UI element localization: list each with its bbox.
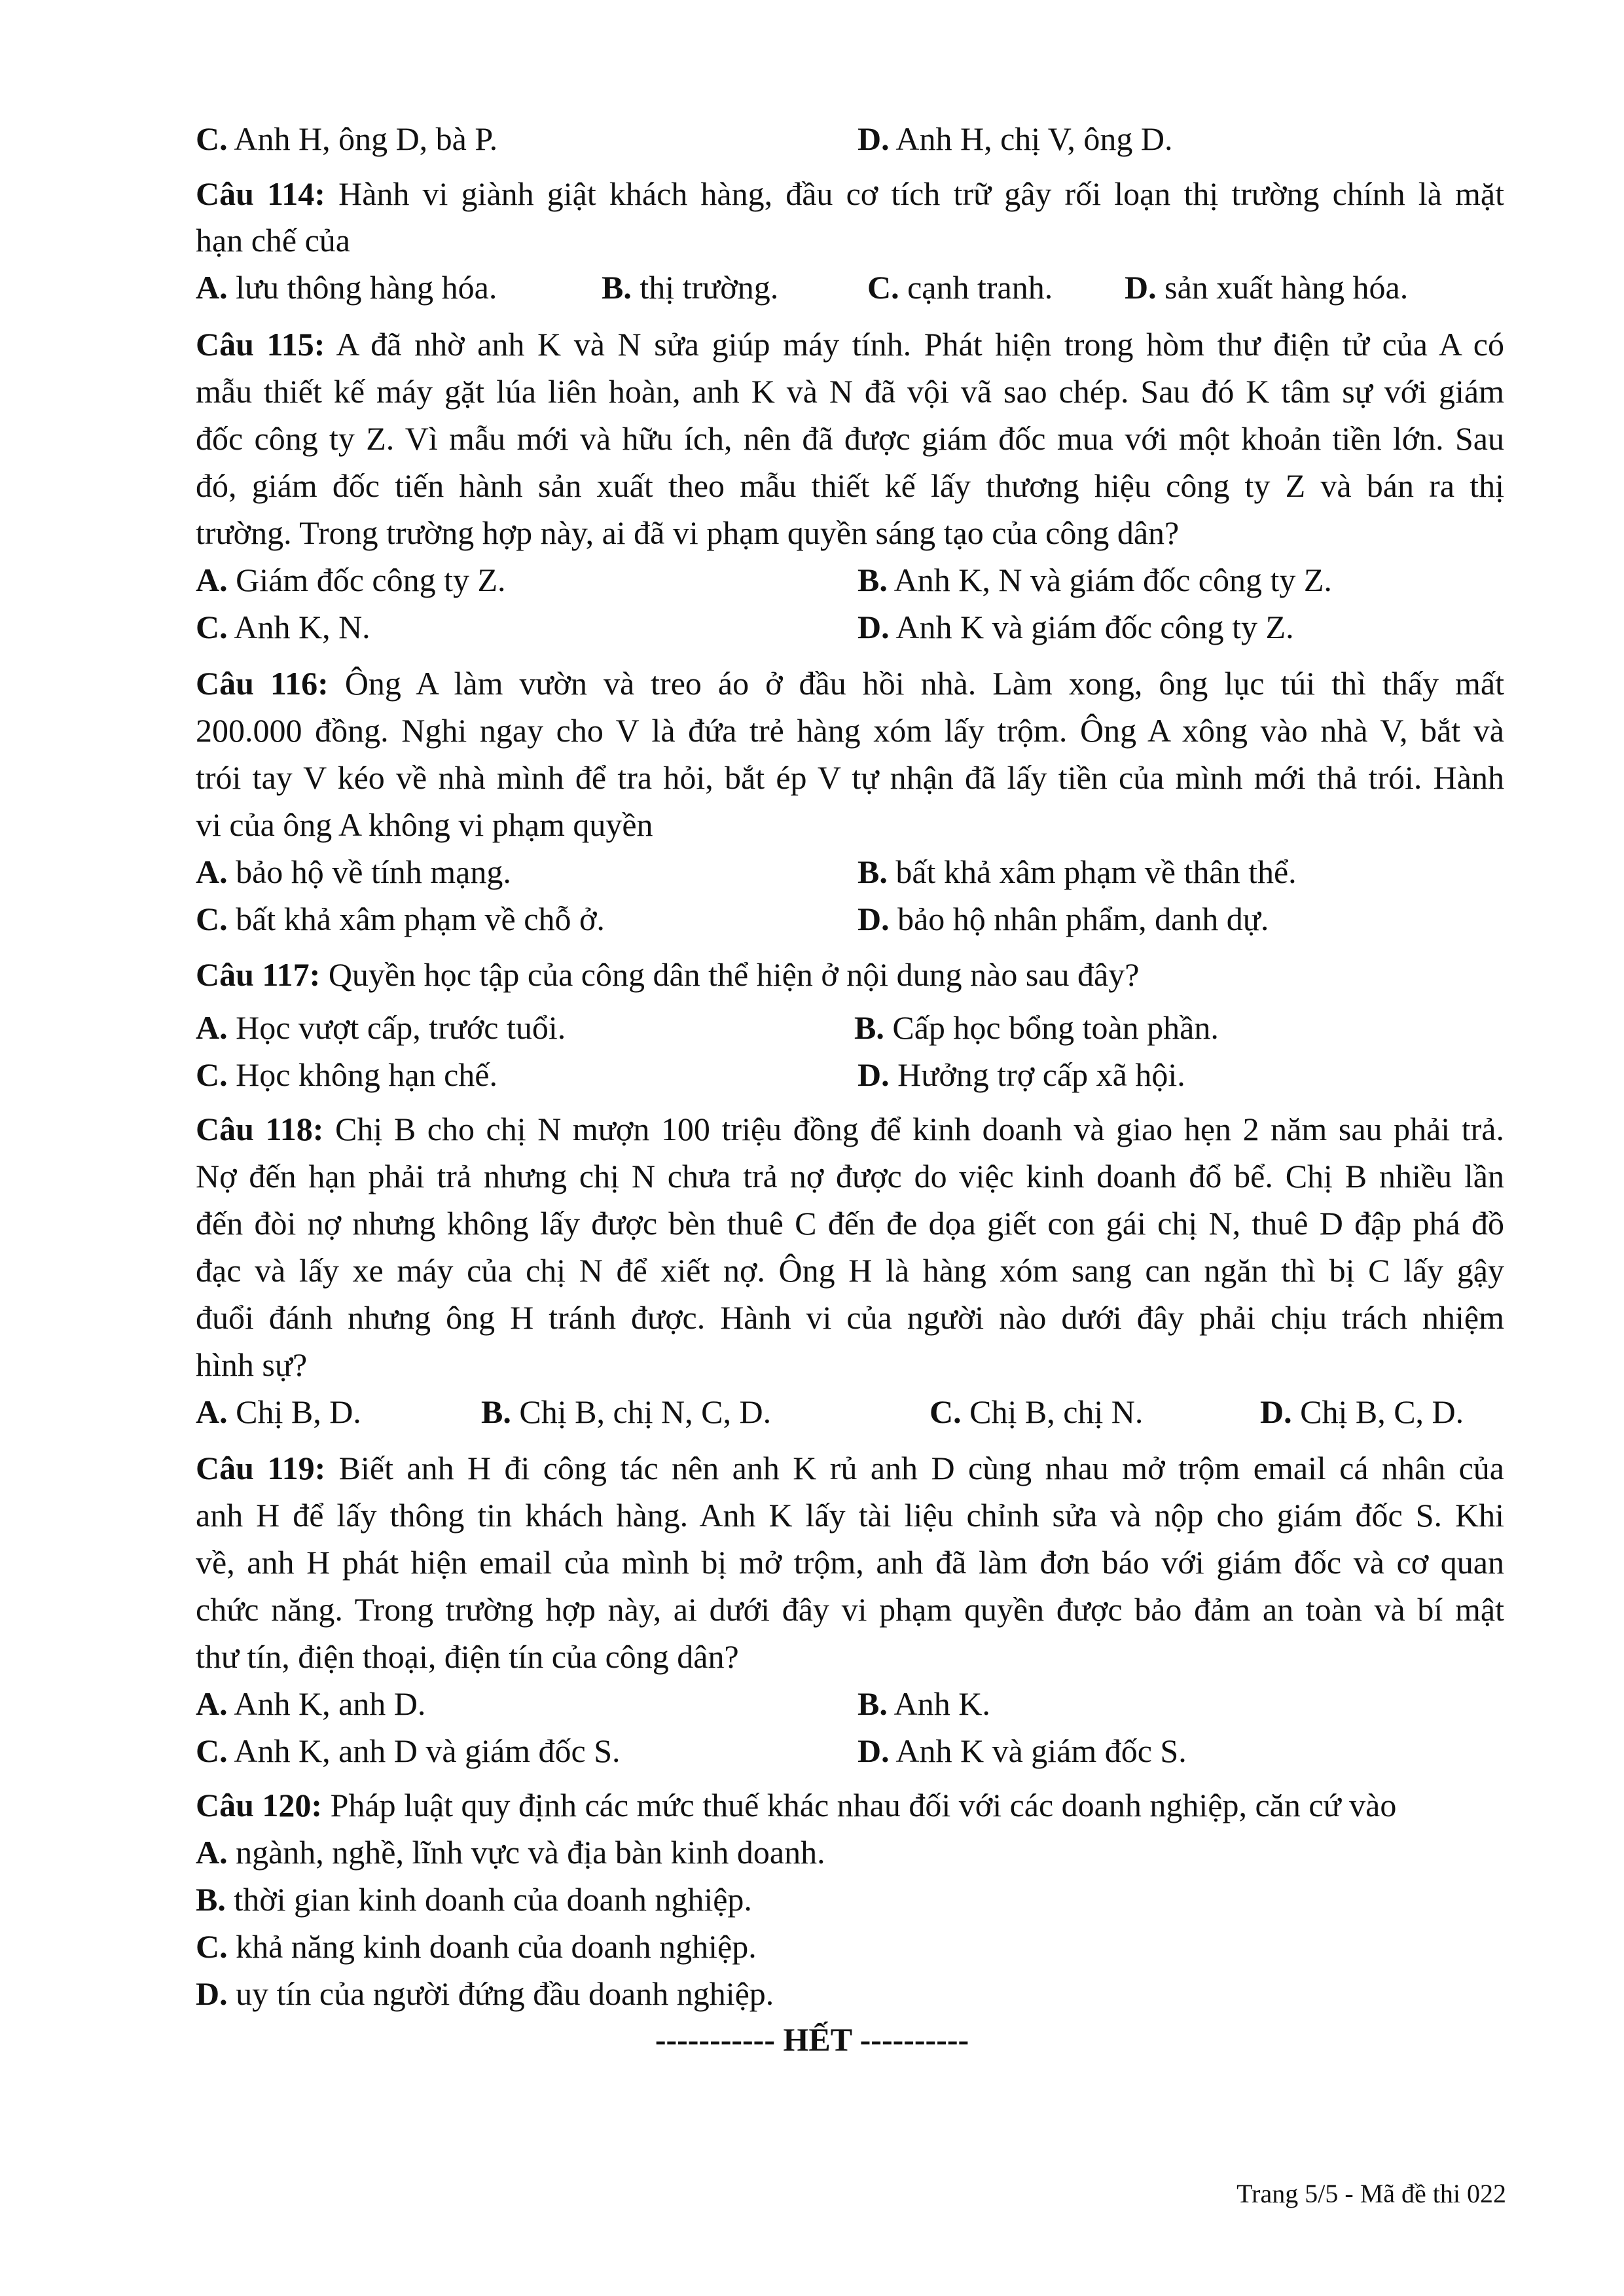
- q119-stem-cont-1: anh H để lấy thông tin khách hàng. Anh K lấy tài liệu chỉnh sửa và nộp cho giám đốc S. Khi: [196, 1497, 1504, 1534]
- q117-option-b: B. Cấp học bổng toàn phần.: [854, 1009, 1219, 1046]
- page-footer: Trang 5/5 - Mã đề thi 022: [1236, 2179, 1506, 2208]
- q120-option-a: A. ngành, nghề, lĩnh vực và địa bàn kinh doanh.: [196, 1834, 825, 1871]
- q116-option-d: D. bảo hộ nhân phẩm, danh dự.: [857, 901, 1269, 937]
- q118-stem-cont-2: đến đòi nợ nhưng không lấy được bèn thuê C đến đe dọa giết con gái chị N, thuê D đập phá đồ: [196, 1205, 1504, 1242]
- q114-option-d: D. sản xuất hàng hóa.: [1125, 269, 1409, 306]
- q115-option-c: C. Anh K, N.: [196, 609, 370, 645]
- q114-option-a: A. lưu thông hàng hóa.: [196, 269, 497, 306]
- q119-stem-cont-2: về, anh H phát hiện email của mình bị mở trộm, anh đã làm đơn báo với giám đốc và cơ quan: [196, 1544, 1504, 1581]
- q118-stem: Câu 118: Chị B cho chị N mượn 100 triệu đồng để kinh doanh và giao hẹn 2 năm sau phải trả.: [196, 1111, 1504, 1147]
- q120-stem: Câu 120: Pháp luật quy định các mức thuế khác nhau đối với các doanh nghiệp, căn cứ vào: [196, 1787, 1397, 1823]
- q116-option-a: A. bảo hộ về tính mạng.: [196, 853, 511, 890]
- q118-stem-cont-1: Nợ đến hạn phải trả nhưng chị N chưa trả nợ được do việc kinh doanh đổ bể. Chị B nhiều lần: [196, 1158, 1504, 1194]
- q116-option-c: C. bất khả xâm phạm về chỗ ở.: [196, 901, 605, 937]
- q119-option-b: B. Anh K.: [857, 1685, 990, 1722]
- q117-stem: Câu 117: Quyền học tập của công dân thể hiện ở nội dung nào sau đây?: [196, 956, 1140, 993]
- q114-stem: Câu 114: Hành vi giành giật khách hàng, đầu cơ tích trữ gây rối loạn thị trường chính là mặt: [196, 175, 1504, 212]
- q119-stem: Câu 119: Biết anh H đi công tác nên anh K rủ anh D cùng nhau mở trộm email cá nhân của: [196, 1450, 1505, 1486]
- q118-stem-cont-3: đạc và lấy xe máy của chị N để xiết nợ. Ông H là hàng xóm sang can ngăn thì bị C lấy gậy: [196, 1252, 1504, 1289]
- q115-stem-cont-2: đốc công ty Z. Vì mẫu mới và hữu ích, nên đã được giám đốc mua với một khoản tiền lớn. Sau: [196, 420, 1504, 457]
- q118-option-b: B. Chị B, chị N, C, D.: [481, 1393, 772, 1430]
- q117-option-d: D. Hưởng trợ cấp xã hội.: [857, 1056, 1185, 1093]
- q120-option-d: D. uy tín của người đứng đầu doanh nghiệp.: [196, 1975, 774, 2012]
- q119-stem-cont-4: thư tín, điện thoại, điện tín của công dân?: [196, 1638, 739, 1675]
- q114-stem-cont: hạn chế của: [196, 222, 350, 259]
- q113-option-d: D. Anh H, chị V, ông D.: [857, 120, 1173, 157]
- q116-stem-cont-1: 200.000 đồng. Nghi ngay cho V là đứa trẻ hàng xóm lấy trộm. Ông A xông vào nhà V, bắt và: [196, 712, 1504, 749]
- q120-option-b: B. thời gian kinh doanh của doanh nghiệp.: [196, 1881, 752, 1918]
- q116-stem-cont-3: vi của ông A không vi phạm quyền: [196, 806, 653, 843]
- q115-option-b: B. Anh K, N và giám đốc công ty Z.: [857, 562, 1332, 598]
- q116-stem-cont-2: trói tay V kéo về nhà mình để tra hỏi, bắt ép V tự nhận đã lấy tiền của mình mới thả trói. Hành: [196, 759, 1504, 796]
- q119-stem-cont-3: chức năng. Trong trường hợp này, ai dưới đây vi phạm quyền được bảo đảm an toàn và bí mật: [196, 1591, 1504, 1628]
- q118-stem-cont-4: đuổi đánh nhưng ông H tránh được. Hành vi của người nào dưới đây phải chịu trách nhiệm: [196, 1299, 1504, 1336]
- q117-option-a: A. Học vượt cấp, trước tuổi.: [196, 1009, 566, 1046]
- q118-stem-cont-5: hình sự?: [196, 1346, 308, 1383]
- q118-option-d: D. Chị B, C, D.: [1260, 1393, 1464, 1430]
- q115-stem-cont-4: trường. Trong trường hợp này, ai đã vi phạm quyền sáng tạo của công dân?: [196, 514, 1180, 551]
- q119-option-c: C. Anh K, anh D và giám đốc S.: [196, 1732, 621, 1769]
- q115-option-d: D. Anh K và giám đốc công ty Z.: [857, 609, 1294, 645]
- q113-option-c: C. Anh H, ông D, bà P.: [196, 120, 498, 157]
- end-marker: ----------- HẾT ----------: [655, 2021, 969, 2058]
- q115-stem: Câu 115: A đã nhờ anh K và N sửa giúp máy tính. Phát hiện trong hòm thư điện tử của A có: [196, 326, 1504, 363]
- q117-option-c: C. Học không hạn chế.: [196, 1056, 497, 1093]
- q114-option-c: C. cạnh tranh.: [867, 269, 1053, 306]
- q115-stem-cont-3: đó, giám đốc tiến hành sản xuất theo mẫu thiết kế lấy thương hiệu công ty Z và bán ra thị: [196, 467, 1504, 504]
- q115-option-a: A. Giám đốc công ty Z.: [196, 562, 506, 598]
- q118-option-a: A. Chị B, D.: [196, 1393, 361, 1430]
- q116-option-b: B. bất khả xâm phạm về thân thể.: [857, 853, 1297, 890]
- q120-option-c: C. khả năng kinh doanh của doanh nghiệp.: [196, 1928, 757, 1965]
- q114-option-b: B. thị trường.: [602, 269, 779, 306]
- q118-option-c: C. Chị B, chị N.: [929, 1393, 1144, 1430]
- q115-stem-cont-1: mẫu thiết kế máy gặt lúa liên hoàn, anh K và N đã vội vã sao chép. Sau đó K tâm sự với giám: [196, 373, 1504, 410]
- q119-option-a: A. Anh K, anh D.: [196, 1685, 426, 1722]
- q116-stem: Câu 116: Ông A làm vườn và treo áo ở đầu hồi nhà. Làm xong, ông lục túi thì thấy mất: [196, 665, 1505, 702]
- q119-option-d: D. Anh K và giám đốc S.: [857, 1732, 1187, 1769]
